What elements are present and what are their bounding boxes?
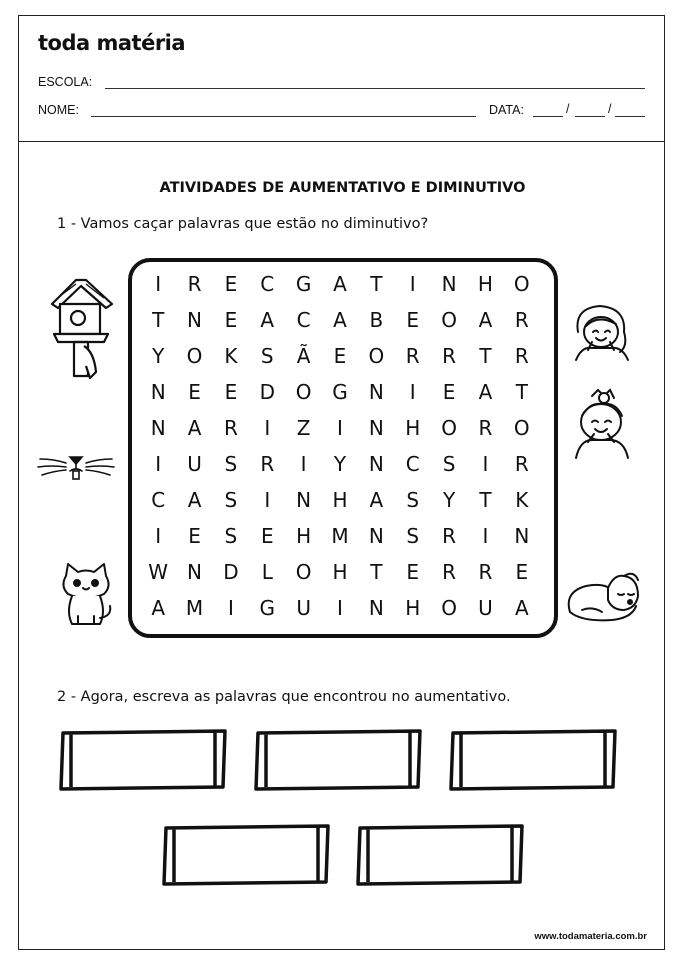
grid-letter[interactable]: T bbox=[479, 344, 492, 368]
grid-letter[interactable]: I bbox=[264, 416, 271, 440]
word-search-grid bbox=[140, 266, 540, 626]
grid-letter[interactable]: E bbox=[515, 560, 529, 584]
grid-letter[interactable]: T bbox=[479, 488, 492, 512]
grid-letter[interactable]: E bbox=[224, 380, 238, 404]
answer-box[interactable] bbox=[447, 729, 619, 791]
grid-letter[interactable]: I bbox=[155, 272, 162, 296]
grid-letter[interactable]: U bbox=[187, 452, 202, 476]
grid-letter[interactable]: H bbox=[332, 560, 348, 584]
grid-letter[interactable]: Z bbox=[296, 416, 311, 440]
grid-letter[interactable]: E bbox=[406, 560, 420, 584]
grid-letter[interactable]: M bbox=[331, 524, 349, 548]
grid-letter[interactable]: L bbox=[261, 560, 273, 584]
grid-letter[interactable]: D bbox=[223, 560, 239, 584]
grid-letter[interactable]: O bbox=[295, 560, 312, 584]
grid-letter[interactable]: A bbox=[478, 380, 493, 404]
grid-letter[interactable]: N bbox=[150, 416, 166, 440]
grid-letter[interactable]: I bbox=[227, 596, 234, 620]
grid-letter[interactable]: C bbox=[151, 488, 166, 512]
grid-letter[interactable]: S bbox=[224, 488, 238, 512]
grid-letter[interactable]: S bbox=[224, 452, 238, 476]
grid-letter[interactable]: Y bbox=[333, 452, 347, 476]
kitten-icon bbox=[56, 562, 116, 632]
grid-letter[interactable]: T bbox=[370, 560, 383, 584]
date-year-line[interactable] bbox=[615, 116, 645, 117]
grid-letter[interactable]: G bbox=[332, 380, 348, 404]
name-input-line[interactable] bbox=[91, 116, 476, 117]
grid-letter[interactable]: D bbox=[259, 380, 275, 404]
grid-letter[interactable]: Ã bbox=[296, 344, 311, 368]
date-month-line[interactable] bbox=[575, 116, 605, 117]
grid-letter[interactable]: C bbox=[296, 308, 311, 332]
grid-letter[interactable]: R bbox=[442, 524, 457, 548]
grid-letter[interactable]: A bbox=[514, 596, 529, 620]
grid-letter[interactable]: N bbox=[441, 272, 457, 296]
grid-letter[interactable]: M bbox=[185, 596, 204, 620]
grid-letter[interactable]: R bbox=[514, 308, 529, 332]
birdhouse-icon bbox=[46, 276, 116, 384]
grid-letter[interactable]: O bbox=[513, 416, 530, 440]
grid-letter[interactable]: I bbox=[300, 452, 307, 476]
question-1: 1 - Vamos caçar palavras que estão no diminutivo? bbox=[57, 216, 429, 232]
grid-letter[interactable]: Y bbox=[152, 344, 165, 368]
grid-letter[interactable]: S bbox=[260, 344, 274, 368]
grid-letter[interactable]: A bbox=[187, 488, 202, 512]
grid-letter[interactable]: A bbox=[260, 308, 275, 332]
grid-letter[interactable]: A bbox=[478, 308, 493, 332]
logo: toda matéria bbox=[38, 31, 186, 55]
grid-letter[interactable]: R bbox=[405, 344, 420, 368]
grid-letter[interactable]: O bbox=[513, 272, 530, 296]
grid-letter[interactable]: E bbox=[406, 308, 420, 332]
grid-letter[interactable]: I bbox=[155, 524, 162, 548]
grid-letter[interactable]: I bbox=[337, 596, 343, 620]
grid-letter[interactable]: N bbox=[187, 560, 203, 584]
grid-letter[interactable]: N bbox=[368, 416, 384, 440]
grid-letter[interactable]: N bbox=[368, 596, 384, 620]
school-label: ESCOLA: bbox=[38, 75, 93, 89]
grid-letter[interactable]: N bbox=[368, 452, 384, 476]
grid-letter[interactable]: O bbox=[441, 596, 457, 620]
grid-letter[interactable]: O bbox=[441, 308, 457, 332]
grid-letter[interactable]: R bbox=[187, 272, 202, 296]
grid-letter[interactable]: I bbox=[482, 524, 489, 548]
grid-letter[interactable]: O bbox=[368, 344, 385, 368]
grid-letter[interactable]: R bbox=[223, 416, 238, 440]
grid-letter[interactable]: C bbox=[260, 272, 275, 296]
grid-letter[interactable]: T bbox=[515, 380, 528, 404]
school-input-line[interactable] bbox=[105, 88, 645, 89]
grid-letter[interactable]: I bbox=[409, 272, 416, 296]
grid-letter[interactable]: E bbox=[188, 524, 201, 548]
grid-letter[interactable]: A bbox=[369, 488, 384, 512]
question-2: 2 - Agora, escreva as palavras que encontrou no aumentativo. bbox=[57, 689, 511, 705]
grid-letter[interactable]: E bbox=[188, 380, 201, 404]
grid-letter[interactable]: A bbox=[151, 596, 166, 620]
grid-letter[interactable]: R bbox=[478, 416, 493, 440]
grid-letter[interactable]: H bbox=[405, 416, 421, 440]
date-separator: / bbox=[566, 102, 570, 116]
grid-letter[interactable]: G bbox=[295, 272, 312, 296]
grid-letter[interactable]: T bbox=[152, 308, 165, 332]
grid-letter[interactable]: R bbox=[514, 344, 529, 368]
grid-letter[interactable]: N bbox=[368, 380, 384, 404]
grid-letter[interactable]: S bbox=[224, 524, 238, 548]
answer-box[interactable] bbox=[57, 729, 229, 791]
grid-letter[interactable]: N bbox=[187, 308, 203, 332]
grid-letter[interactable]: I bbox=[409, 380, 416, 404]
boy-icon bbox=[568, 388, 634, 460]
grid-letter[interactable]: Y bbox=[442, 488, 456, 512]
grid-letter[interactable]: W bbox=[148, 560, 169, 584]
girl-icon bbox=[568, 302, 634, 362]
grid-letter[interactable]: B bbox=[369, 308, 384, 332]
grid-letter[interactable]: I bbox=[482, 452, 489, 476]
grid-letter[interactable]: T bbox=[370, 272, 383, 296]
grid-letter[interactable]: E bbox=[224, 272, 238, 296]
grid-letter[interactable]: I bbox=[155, 452, 162, 476]
grid-letter[interactable]: S bbox=[406, 524, 420, 548]
grid-letter[interactable]: N bbox=[150, 380, 166, 404]
grid-letter[interactable]: K bbox=[515, 488, 529, 512]
grid-letter[interactable]: R bbox=[442, 560, 457, 584]
grid-letter[interactable]: R bbox=[442, 344, 457, 368]
page-title: ATIVIDADES DE AUMENTATIVO E DIMINUTIVO bbox=[159, 180, 526, 196]
grid-letter[interactable]: H bbox=[296, 524, 312, 548]
date-label: DATA: bbox=[489, 103, 524, 117]
grid-letter[interactable]: E bbox=[333, 344, 347, 368]
grid-letter[interactable]: G bbox=[259, 596, 276, 620]
grid-letter[interactable]: R bbox=[514, 452, 529, 476]
grid-letter[interactable]: A bbox=[187, 416, 202, 440]
grid-letter[interactable]: O bbox=[441, 416, 457, 440]
grid-letter[interactable]: O bbox=[295, 380, 312, 404]
grid-letter[interactable]: S bbox=[406, 488, 420, 512]
grid-letter[interactable]: U bbox=[478, 596, 493, 620]
answer-box[interactable] bbox=[354, 824, 526, 886]
grid-letter[interactable]: E bbox=[224, 308, 238, 332]
grid-letter[interactable]: E bbox=[442, 380, 456, 404]
grid-letter[interactable]: H bbox=[405, 596, 421, 620]
date-separator: / bbox=[608, 102, 612, 116]
grid-letter[interactable]: S bbox=[442, 452, 456, 476]
grid-letter[interactable]: K bbox=[224, 344, 238, 368]
footer-url: www.todamateria.com.br bbox=[534, 931, 647, 942]
grid-letter[interactable]: H bbox=[332, 488, 348, 512]
grid-letter[interactable]: E bbox=[260, 524, 274, 548]
grid-letter[interactable]: I bbox=[337, 416, 343, 440]
grid-letter[interactable]: U bbox=[296, 596, 311, 620]
grid-letter[interactable]: R bbox=[260, 452, 275, 476]
date-day-line[interactable] bbox=[533, 116, 563, 117]
grid-letter[interactable]: N bbox=[296, 488, 312, 512]
grid-letter[interactable]: C bbox=[405, 452, 420, 476]
sleeping-dog-icon bbox=[562, 566, 644, 626]
answer-box[interactable] bbox=[160, 824, 332, 886]
grid-letter[interactable]: N bbox=[368, 524, 384, 548]
grid-letter[interactable]: R bbox=[478, 560, 493, 584]
answer-box[interactable] bbox=[252, 729, 424, 791]
grid-letter[interactable]: N bbox=[514, 524, 530, 548]
header-divider bbox=[18, 141, 665, 142]
grid-letter[interactable]: O bbox=[186, 344, 203, 368]
grid-letter[interactable]: H bbox=[477, 272, 493, 296]
grid-letter[interactable]: A bbox=[333, 308, 347, 332]
cat-face-icon bbox=[36, 445, 116, 487]
name-label: NOME: bbox=[38, 103, 79, 117]
grid-letter[interactable]: I bbox=[264, 488, 271, 512]
grid-letter[interactable]: A bbox=[333, 272, 347, 296]
